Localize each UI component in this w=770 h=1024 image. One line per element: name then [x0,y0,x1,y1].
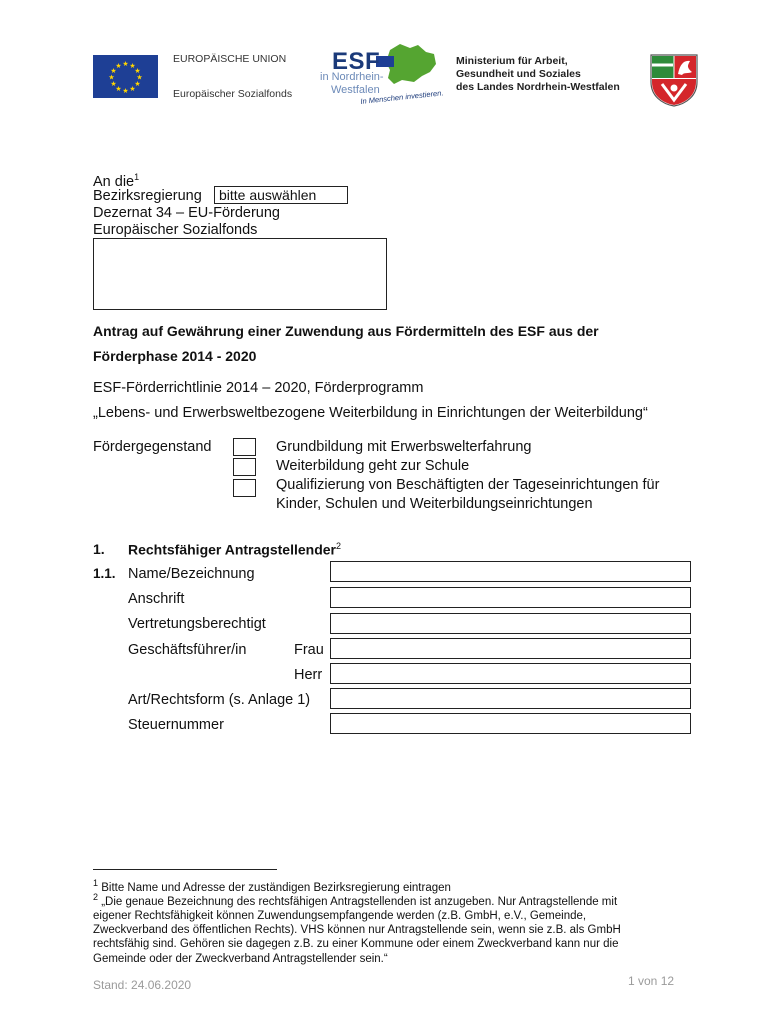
esf-slogan: In Menschen investieren. [360,88,444,106]
rechtsform-field[interactable] [330,688,691,709]
footnote-ref-2: 2 [335,541,341,551]
footer-page-number: 1 von 12 [628,974,675,988]
svg-text:★: ★ [136,73,143,82]
svg-text:★: ★ [134,67,141,75]
svg-text:★: ★ [115,62,122,70]
svg-text:★: ★ [129,62,136,70]
label-name: Name/Bezeichnung [128,566,255,582]
eu-flag-logo [93,55,158,98]
footnote-2-line3: Zweckverband des öffentlichen Rechts). VHS können nur Antragstellende sein, wenn sie z.B. als GmbH [93,924,621,937]
label-herr: Herr [294,667,323,683]
steuernummer-field[interactable] [330,713,691,734]
footnote-1-text: Bitte Name und Adresse der zuständigen Bezirksregierung eintragen [101,881,451,894]
eu-social-fund-label: Europäischer Sozialfonds [173,88,293,100]
name-field[interactable] [330,561,691,582]
svg-text:★: ★ [134,80,141,88]
option-qualifizierung-label-cont: Kinder, Schulen und Weiterbildungseinrichtungen [276,496,593,512]
footer-stand-date: Stand: 24.06.2020 [93,978,192,992]
ministry-name [456,55,620,94]
foerdergegenstand-label: Fördergegenstand [93,439,212,455]
svg-text:★: ★ [129,85,136,93]
nrw-coat-of-arms-icon [648,52,700,108]
checkbox-grundbildung[interactable] [233,438,256,456]
footnote-2 [93,890,693,966]
section-1-1-number: 1.1. [93,566,116,581]
section-1-number: 1. [93,541,105,557]
footnote-separator [93,869,277,870]
geschaeftsfuehrer-frau-field[interactable] [330,638,691,659]
address-bezirksregierung: Bezirksregierung [93,188,202,204]
svg-text:★: ★ [108,73,115,82]
footnote-ref-1: 1 [134,172,140,182]
footnote-2-line5: Gemeinde oder der Zweckverband Antragstellender sein.“ [93,952,388,965]
footnote-2-mark: 2 [93,892,99,902]
footnote-2-line1: „Die genaue Bezeichnung des rechtsfähigen Antragstellenden ist anzugeben. Nur Antragstellende mit [101,895,618,908]
svg-text:★: ★ [110,80,117,88]
label-steuernummer: Steuernummer [128,717,224,733]
checkbox-weiterbildung-schule[interactable] [233,458,256,476]
option-grundbildung-label: Grundbildung mit Erwerbswelterfahrung [276,439,532,455]
vertretung-field[interactable] [330,613,691,634]
footnote-1-mark: 1 [93,878,99,888]
address-dezernat: Dezernat 34 – EU-Förderung [93,205,280,221]
footnote-2-line4: rechtsfähig sind. Gehören sie dagegen z.B. zu einer Kommune oder einem Zweckverband kann nur die [93,938,619,951]
label-rechtsform: Art/Rechtsform (s. Anlage 1) [128,692,311,708]
esf-logo-line3: Westfalen [331,84,380,96]
footnote-2-line2: eigener Rechtsfähigkeit können Zuwendungsempfangende werden (z.B. GmbH, e.V., Gemeinde, [93,910,587,923]
label-anschrift: Anschrift [128,591,185,607]
address-input-box[interactable] [93,238,387,310]
address-sozialfonds: Europäischer Sozialfonds [93,222,258,238]
label-geschaeftsfuehrer: Geschäftsführer/in [128,642,247,658]
subtitle-line2: „Lebens- und Erwerbsweltbezogene Weiterbildung in Einrichtungen der Weiterbildung“ [93,405,648,421]
label-frau: Frau [294,642,324,658]
esf-logo-line2: in Nordrhein- [320,71,384,83]
form-title-line2: Förderphase 2014 - 2020 [93,348,257,364]
anschrift-field[interactable] [330,587,691,608]
svg-text:★: ★ [122,60,129,68]
eu-union-label: EUROPÄISCHE UNION [173,53,287,65]
svg-text:★: ★ [115,85,122,93]
option-qualifizierung-label: Qualifizierung von Beschäftigten der Tageseinrichtungen für [276,477,660,493]
option-weiterbildung-schule-label: Weiterbildung geht zur Schule [276,458,470,474]
geschaeftsfuehrer-herr-field[interactable] [330,663,691,684]
svg-text:★: ★ [122,87,129,95]
address-an-die: An die [93,173,135,190]
ministry-line1: Ministerium für Arbeit, [456,55,568,67]
ministry-line2: Gesundheit und Soziales [456,68,581,80]
bezirksregierung-select[interactable]: bitte auswählen [214,186,348,204]
label-vertretung: Vertretungsberechtigt [128,616,266,632]
subtitle-line1: ESF-Förderrichtlinie 2014 – 2020, Förderprogramm [93,380,424,396]
svg-text:★: ★ [110,67,117,75]
section-1-title-text: Rechtsfähiger Antragstellender [128,541,336,558]
form-title-line1: Antrag auf Gewährung einer Zuwendung aus Fördermitteln des ESF aus der [93,323,599,339]
checkbox-qualifizierung[interactable] [233,479,256,497]
section-1-title [128,541,341,558]
esf-logo-text: ESF [332,48,381,75]
ministry-line3: des Landes Nordrhein-Westfalen [456,81,620,93]
